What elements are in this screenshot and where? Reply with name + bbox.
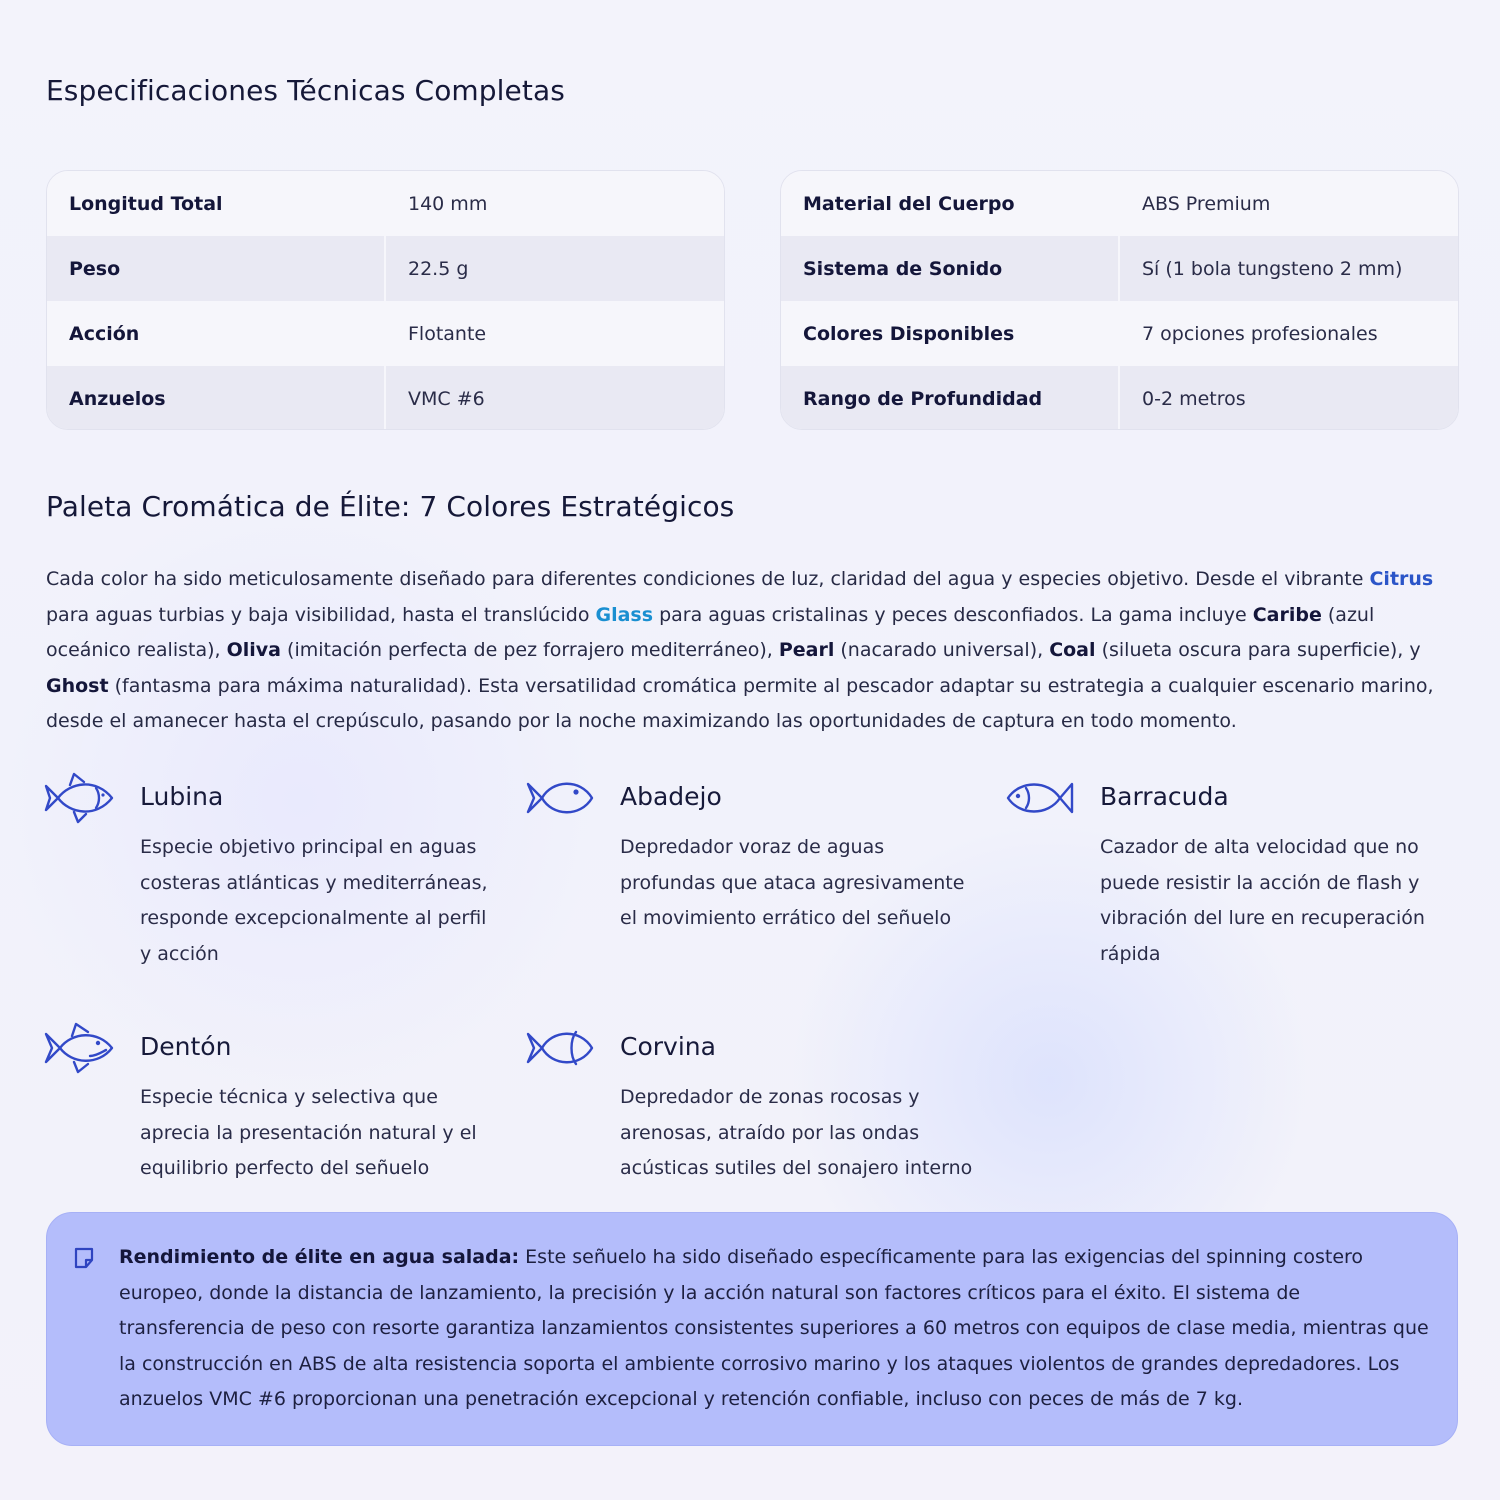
spec-label: Sistema de Sonido [781, 236, 1120, 301]
spec-label: Colores Disponibles [803, 322, 1015, 345]
color-caribe: Caribe [1252, 603, 1322, 626]
fish-icon [524, 772, 596, 824]
performance-callout [46, 1212, 1458, 1446]
table-row [47, 301, 724, 366]
table-row [47, 171, 724, 236]
table-row [781, 366, 1458, 430]
spec-value: 140 mm [408, 192, 488, 215]
intro-text: (silueta oscura para superficie), y [1095, 639, 1421, 661]
color-oliva: Oliva [226, 639, 281, 661]
spec-label: Peso [47, 236, 386, 301]
note-icon [73, 1247, 95, 1269]
species-desc: Depredador voraz de aguas profundas que ataca agresivamente el movimiento errático del señuelo [620, 836, 965, 929]
spec-label: Longitud Total [69, 192, 223, 215]
intro-text: para aguas turbias y baja visibilidad, hasta el translúcido [46, 603, 596, 626]
table-row [47, 236, 724, 301]
spec-value: 7 opciones profesionales [1142, 322, 1378, 345]
species-name: Lubina [140, 782, 224, 811]
spec-label: Anzuelos [47, 366, 386, 430]
species-desc: Especie objetivo principal en aguas costeras atlánticas y mediterráneas, responde excepcionalmente al perfil y acción [140, 836, 488, 965]
species-name: Dentón [140, 1032, 232, 1061]
spec-label: Material del Cuerpo [803, 192, 1015, 215]
spec-value: ABS Premium [1142, 192, 1271, 215]
callout-bold: Rendimiento de élite en agua salada: [119, 1246, 520, 1268]
intro-text: (imitación perfecta de pez forrajero mediterráneo), [281, 639, 779, 661]
spec-label: Acción [69, 322, 140, 345]
spec-value: VMC #6 [408, 387, 485, 410]
intro-text: para aguas cristalinas y peces desconfiados. La gama incluye [653, 603, 1253, 626]
spec-label: Rango de Profundidad [781, 366, 1120, 430]
species-name: Corvina [620, 1032, 716, 1061]
spec-value: Flotante [408, 322, 487, 345]
species-desc: Cazador de alta velocidad que no puede resistir la acción de flash y vibración del lure en recuperación rápida [1100, 836, 1425, 965]
species-desc: Depredador de zonas rocosas y arenosas, atraído por las ondas acústicas sutiles del sonajero interno [620, 1086, 973, 1179]
specs-title: Especificaciones Técnicas Completas [46, 74, 565, 107]
spec-table-left [46, 170, 725, 430]
table-row [781, 171, 1458, 236]
spec-table-right [780, 170, 1459, 430]
color-coal: Coal [1049, 639, 1096, 661]
intro-text: (nacarado universal), [834, 639, 1050, 661]
species-name: Barracuda [1100, 782, 1229, 811]
fish-icon [44, 772, 116, 824]
callout-body: Este señuelo ha sido diseñado específicamente para las exigencias del spinning costero europeo, donde la distancia de lanzamiento, la precisión y la acción natural son factores críticos para el éxito. El sistema de transferencia de peso con resorte garantiza lanzamientos consistentes superiores a 60 metros con equipos de clase media, mientras que la construcción en ABS de alta resistencia soporta el ambiente corrosivo marino y los ataques violentos de grandes depredadores. Los anzuelos VMC #6 proporcionan una penetración excepcional y retención confiable, incluso con peces de más de 7 kg. [119, 1246, 1429, 1410]
intro-text: (azul oceánico realista), [46, 603, 1375, 661]
intro-text: (fantasma para máxima naturalidad). Esta versatilidad cromática permite al pescador adaptar su estrategia a cualquier escenario marino, desde el amanecer hasta el crepúsculo, pasando por la noche maximizando las oportunidades de captura en todo momento. [46, 674, 1434, 732]
palette-title: Paleta Cromática de Élite: 7 Colores Estratégicos [46, 490, 735, 523]
spec-value: 0-2 metros [1142, 387, 1246, 410]
intro-text: Cada color ha sido meticulosamente diseñado para diferentes condiciones de luz, claridad del agua y especies objetivo. Desde el vibrante [46, 568, 1370, 590]
color-glass: Glass [595, 603, 654, 626]
table-row [47, 366, 724, 430]
callout-text [119, 1240, 1429, 1418]
color-citrus: Citrus [1369, 568, 1434, 590]
color-pearl: Pearl [778, 639, 835, 661]
species-desc: Especie técnica y selectiva que aprecia la presentación natural y el equilibrio perfecto del señuelo [140, 1086, 477, 1179]
spec-value: Sí (1 bola tungsteno 2 mm) [1142, 257, 1403, 280]
fish-icon [44, 1022, 116, 1074]
table-row [781, 236, 1458, 301]
color-ghost: Ghost [46, 674, 109, 697]
fish-icon [524, 1022, 596, 1074]
spec-value: 22.5 g [408, 257, 469, 280]
fish-icon [1004, 772, 1076, 824]
species-name: Abadejo [620, 782, 722, 811]
palette-intro [46, 562, 1458, 740]
table-row [781, 301, 1458, 366]
